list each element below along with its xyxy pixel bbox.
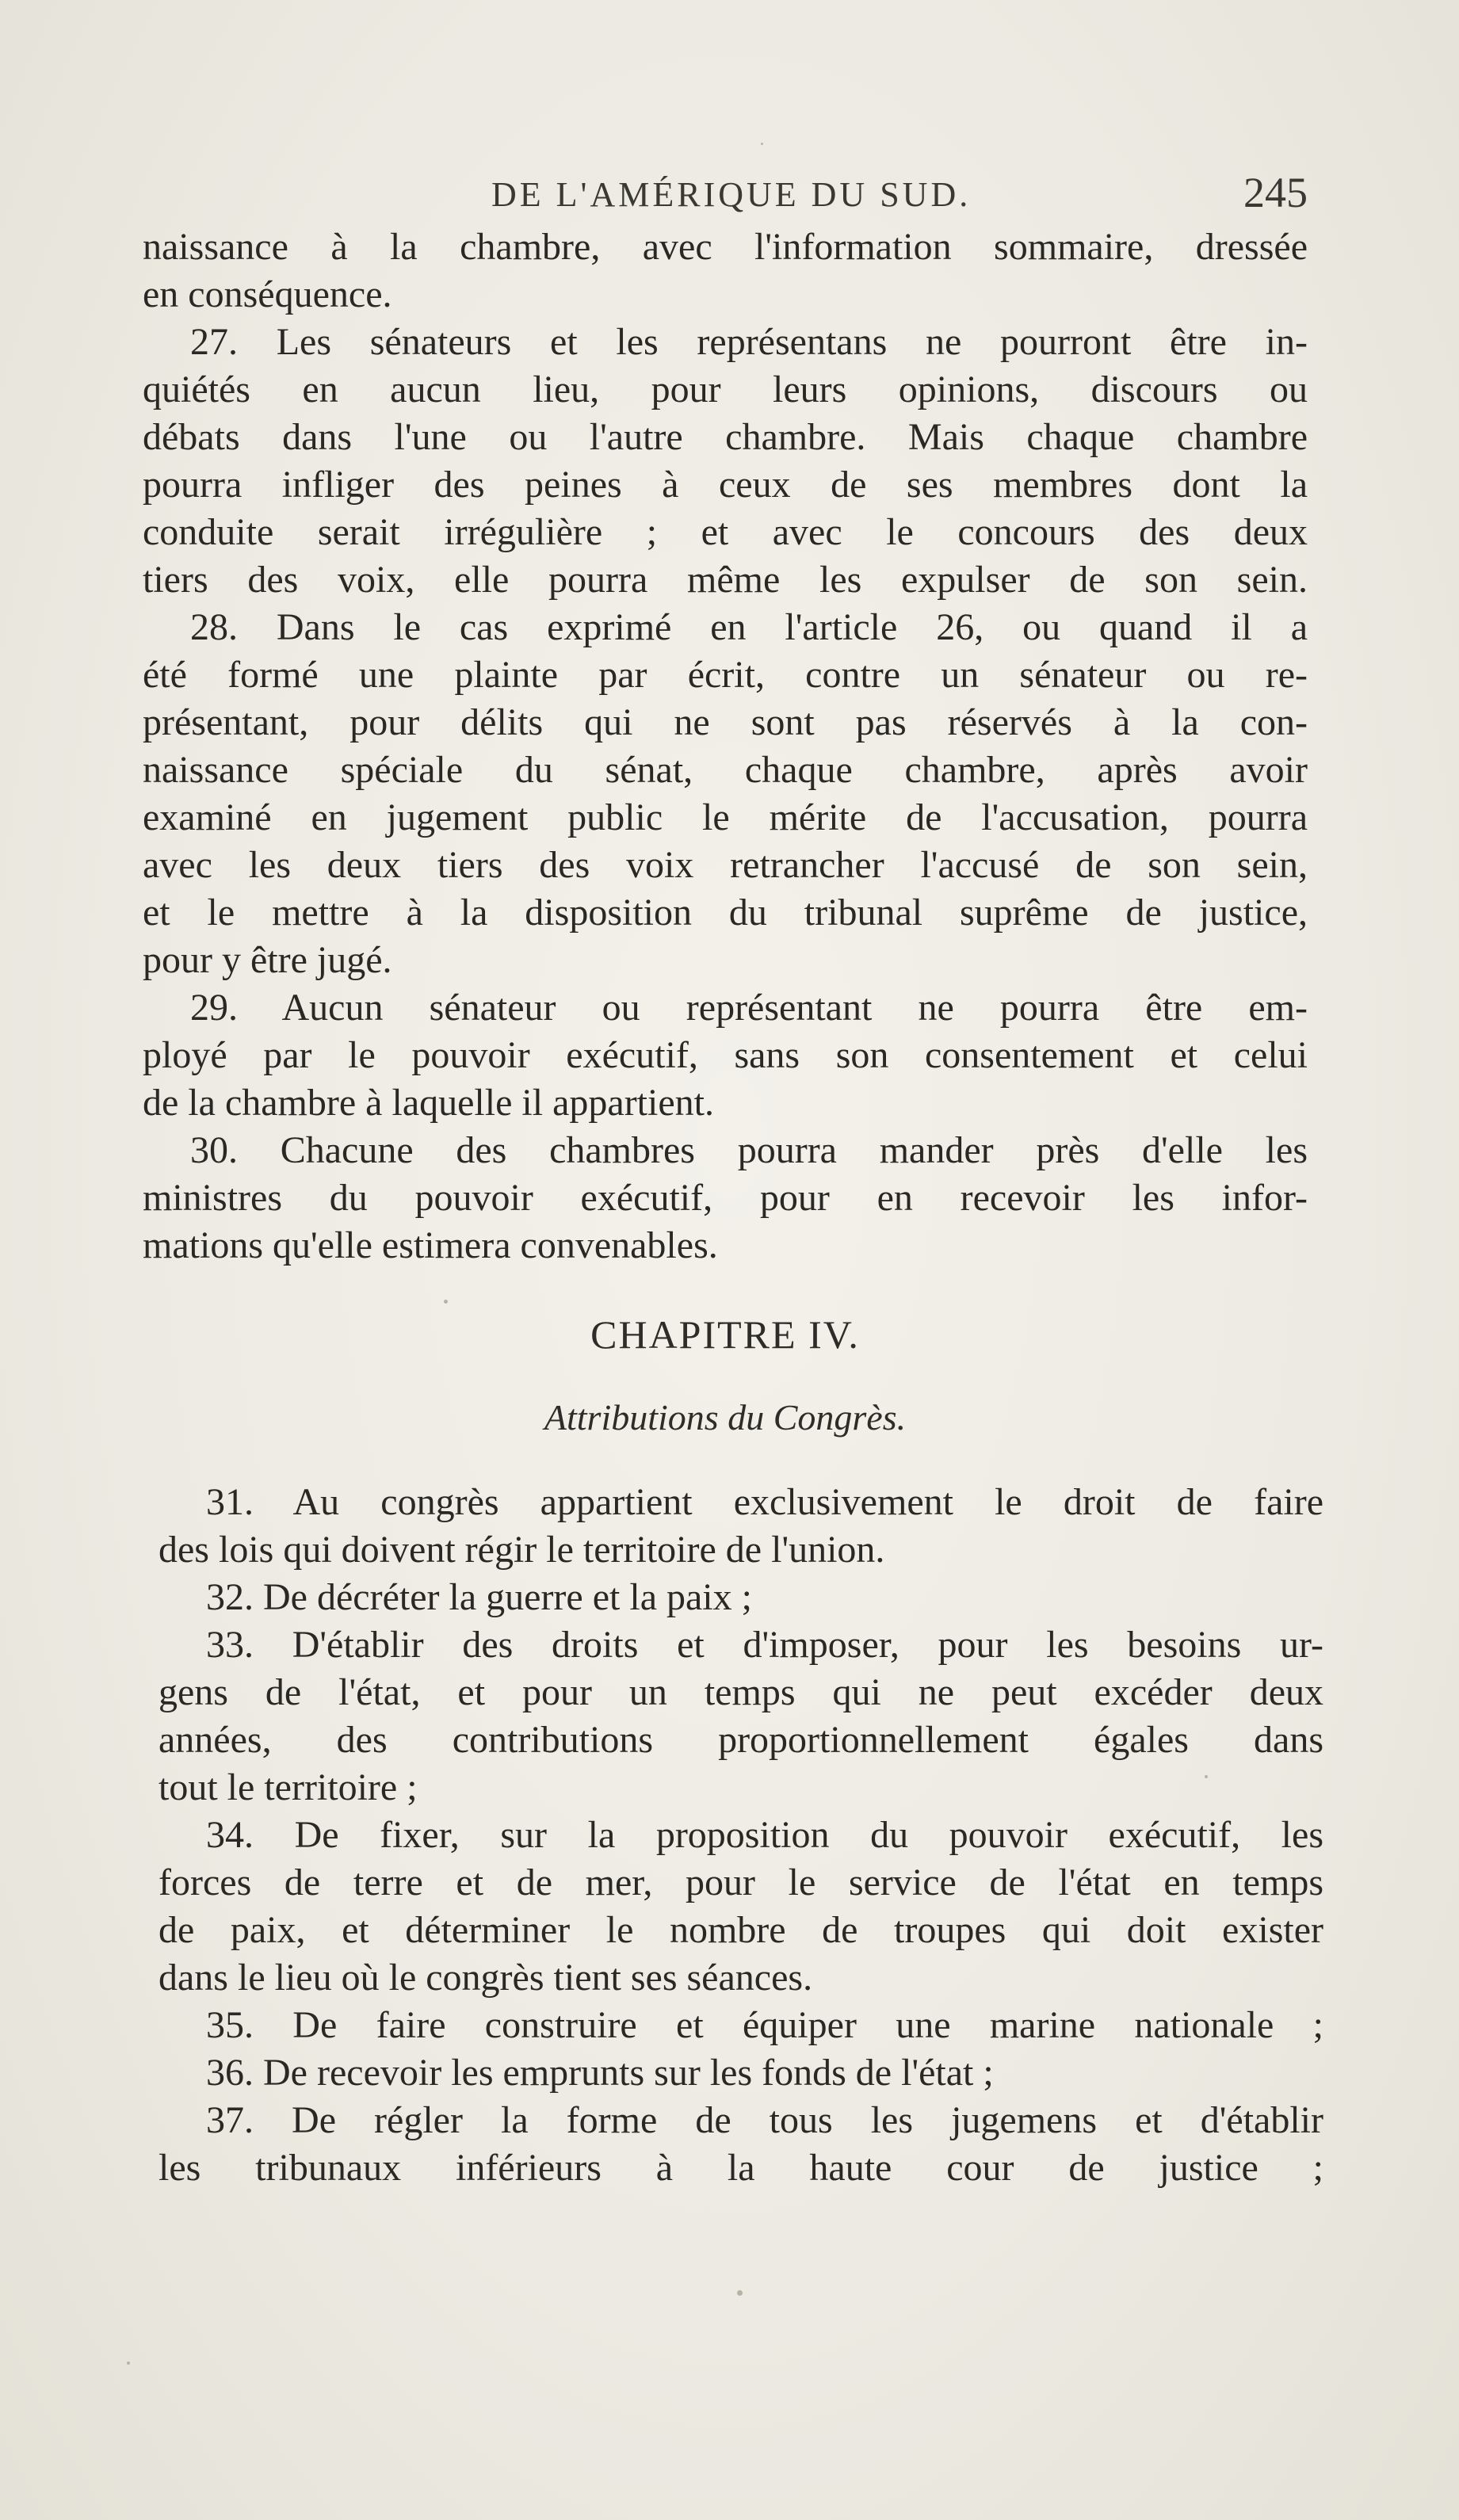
text-line: de paix, et déterminer le nombre de troupes qui doit exister <box>159 1909 1323 1951</box>
text-line: dans le lieu où le congrès tient ses séances. <box>159 1957 813 1999</box>
text-line: 27. Les sénateurs et les représentans ne pourront être in- <box>190 321 1308 363</box>
paper-speck <box>1205 1775 1208 1778</box>
body-text-part1 <box>143 223 1308 1270</box>
paper-speck <box>127 2362 130 2365</box>
chapter-title: CHAPITRE IV. <box>590 1312 860 1357</box>
text-line: 32. De décréter la guerre et la paix ; <box>206 1576 752 1618</box>
text-line: pour y être jugé. <box>143 939 392 981</box>
paper-speck <box>737 2290 743 2296</box>
text-line: examiné en jugement public le mérite de l'accusation, pourra <box>143 796 1308 838</box>
paper-speck <box>761 143 763 145</box>
text-line: conduite serait irrégulière ; et avec le concours des deux <box>143 511 1308 553</box>
text-line: des lois qui doivent régir le territoire de l'union. <box>159 1529 885 1571</box>
text-line: 29. Aucun sénateur ou représentant ne pourra être em- <box>190 987 1308 1029</box>
text-line: forces de terre et de mer, pour le service de l'état en temps <box>159 1861 1323 1903</box>
text-line: tout le territoire ; <box>159 1766 418 1808</box>
text-line: 34. De fixer, sur la proposition du pouvoir exécutif, les <box>206 1814 1323 1856</box>
chapter-subtitle: Attributions du Congrès. <box>544 1397 907 1438</box>
text-line: et le mettre à la disposition du tribunal suprême de justice, <box>143 892 1308 934</box>
text-line: 28. Dans le cas exprimé en l'article 26, ou quand il a <box>190 606 1308 648</box>
text-line: les tribunaux inférieurs à la haute cour de justice ; <box>159 2147 1323 2189</box>
text-line: ployé par le pouvoir exécutif, sans son consentement et celui <box>143 1034 1308 1076</box>
text-line: années, des contributions proportionnellement égales dans <box>159 1719 1323 1761</box>
text-line: de la chambre à laquelle il appartient. <box>143 1082 714 1124</box>
text-line: 33. D'établir des droits et d'imposer, pour les besoins ur- <box>206 1624 1323 1666</box>
text-line: pourra infliger des peines à ceux de ses membres dont la <box>143 464 1308 506</box>
running-head-title: DE L'AMÉRIQUE DU SUD. <box>491 175 972 214</box>
text-line: débats dans l'une ou l'autre chambre. Mais chaque chambre <box>143 416 1308 458</box>
text-line: tiers des voix, elle pourra même les expulser de son sein. <box>143 559 1308 601</box>
text-line: 35. De faire construire et équiper une marine nationale ; <box>206 2004 1323 2046</box>
text-line: 37. De régler la forme de tous les jugemens et d'établir <box>206 2099 1323 2141</box>
text-line: été formé une plainte par écrit, contre un sénateur ou re- <box>143 654 1308 696</box>
running-head <box>143 168 1308 223</box>
text-line: ministres du pouvoir exécutif, pour en recevoir les infor- <box>143 1177 1308 1219</box>
text-line: gens de l'état, et pour un temps qui ne peut excéder deux <box>159 1671 1323 1713</box>
text-line: quiétés en aucun lieu, pour leurs opinions, discours ou <box>143 368 1308 410</box>
text-line: 30. Chacune des chambres pourra mander près d'elle les <box>190 1129 1308 1171</box>
text-line: naissance spéciale du sénat, chaque chambre, après avoir <box>143 749 1308 791</box>
paper-speck <box>444 1300 448 1304</box>
text-line: présentant, pour délits qui ne sont pas réservés à la con- <box>143 701 1308 743</box>
text-line: 31. Au congrès appartient exclusivement le droit de faire <box>206 1481 1323 1523</box>
text-line: mations qu'elle estimera convenables. <box>143 1224 718 1266</box>
text-line: avec les deux tiers des voix retrancher l'accusé de son sein, <box>143 844 1308 886</box>
text-line: naissance à la chambre, avec l'information sommaire, dressée <box>143 226 1308 268</box>
text-line: en conséquence. <box>143 273 392 315</box>
text-line: 36. De recevoir les emprunts sur les fonds de l'état ; <box>206 2052 994 2094</box>
body-text-part2 <box>159 1479 1323 2192</box>
page-number: 245 <box>1243 169 1308 216</box>
